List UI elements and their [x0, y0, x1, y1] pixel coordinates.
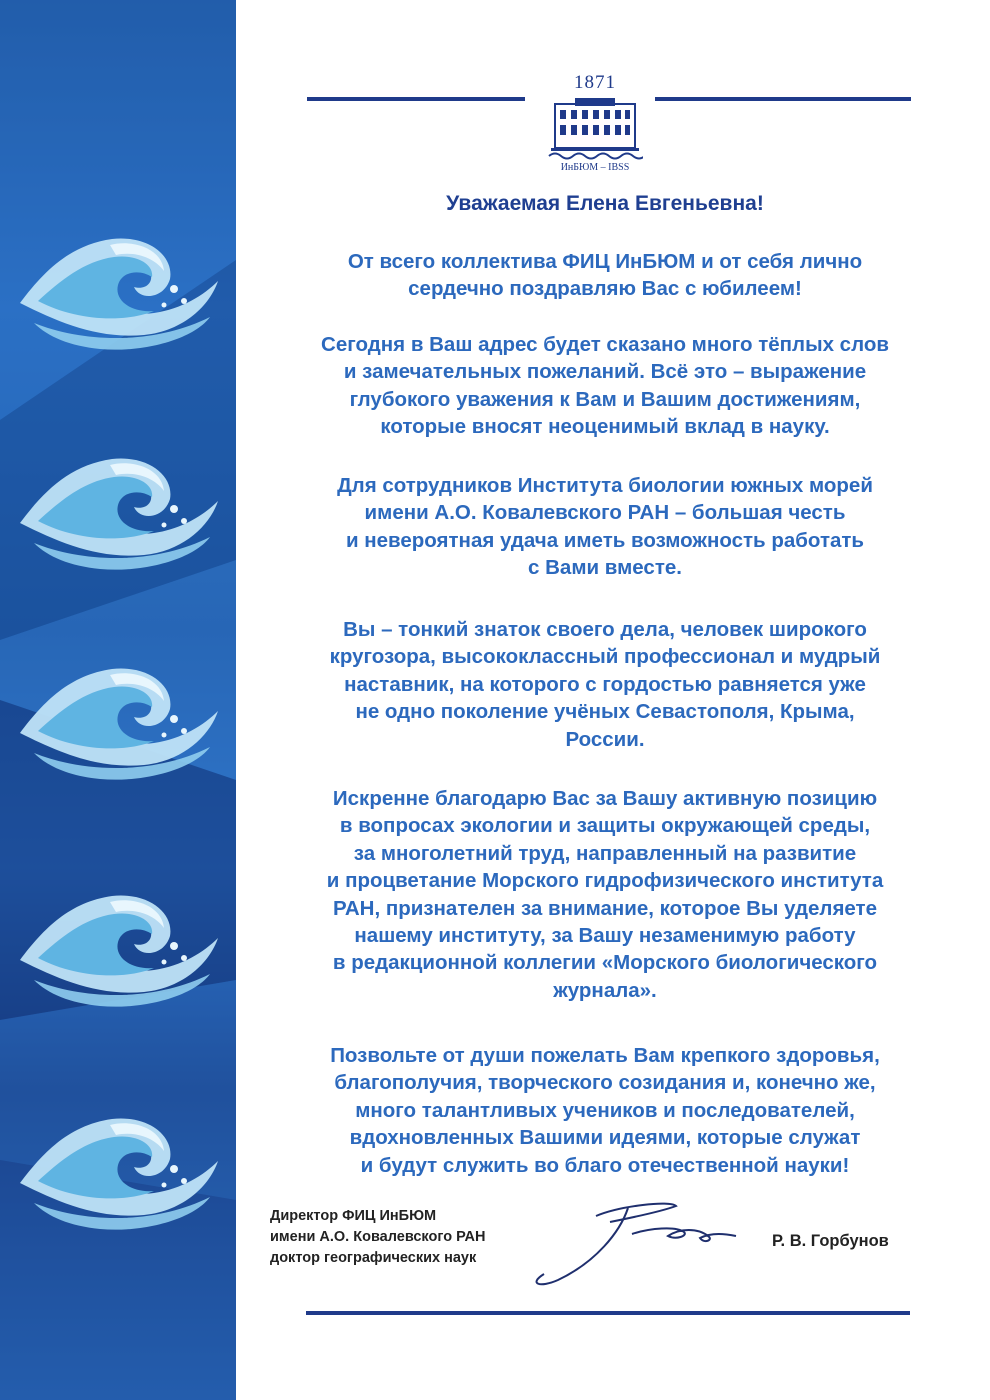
institute-logo — [535, 70, 655, 182]
wave-icon — [14, 425, 224, 575]
text-line: вдохновленных Вашими идеями, которые служат — [349, 1126, 861, 1150]
text-line: с Вами вместе. — [528, 556, 682, 580]
text-line: благополучия, творческого созидания и, конечно же, — [334, 1071, 876, 1095]
text-line: и невероятная удача иметь возможность работать — [345, 528, 865, 552]
text-line: РАН, признателен за внимание, которое Вы уделяете — [332, 896, 877, 920]
paragraph-5 — [262, 785, 948, 1004]
paragraph-1 — [262, 248, 948, 303]
paragraph-6 — [262, 1042, 948, 1179]
handwritten-signature — [500, 1192, 760, 1292]
text-line: имени А.О. Ковалевского РАН – большая честь — [364, 501, 846, 525]
signer-title-line: имени А.О. Ковалевского РАН — [270, 1229, 486, 1245]
text-line: и будут служить во благо отечественной науки! — [360, 1153, 850, 1177]
text-line: и процветание Морского гидрофизического института — [326, 869, 884, 893]
paragraph-2 — [262, 331, 948, 441]
text-line: кругозора, высококлассный профессионал и мудрый — [329, 645, 881, 669]
signer-title-line: доктор географических наук — [270, 1250, 477, 1266]
text-line: Позвольте от души пожелать Вам крепкого здоровья, — [330, 1044, 880, 1067]
header-rule-right — [655, 97, 911, 101]
text-line: и замечательных пожеланий. Всё это – выражение — [343, 360, 867, 384]
text-line: Для сотрудников Института биологии южных морей — [337, 474, 873, 497]
building-icon — [547, 96, 643, 160]
signer-title-line: Директор ФИЦ ИнБЮМ — [270, 1208, 437, 1224]
wave-icon — [14, 862, 224, 1012]
paragraph-3 — [262, 472, 948, 582]
footer-rule — [306, 1311, 910, 1315]
text-line: которые вносят неоценимый вклад в науку. — [380, 415, 830, 439]
paragraph-4 — [262, 616, 948, 753]
text-line: за многолетний труд, направленный на развитие — [353, 841, 857, 865]
signer-name: Р. В. Горбунов — [772, 1232, 889, 1250]
text-line: Искренне благодарю Вас за Вашу активную позицию — [332, 787, 878, 810]
text-line: России. — [565, 727, 645, 751]
wave-icon — [14, 635, 224, 785]
logo-subtitle: ИнБЮМ – IBSS — [560, 162, 630, 173]
text-line: журнала». — [553, 978, 657, 1002]
text-line: Вы – тонкий знаток своего дела, человек широкого — [343, 618, 867, 641]
text-line: нашему институту, за Вашу незаменимую работу — [354, 924, 856, 948]
text-line: Сегодня в Ваш адрес будет сказано много тёплых слов — [321, 333, 889, 356]
decorative-side-band — [0, 0, 236, 1400]
wave-icon — [14, 205, 224, 355]
greeting: Уважаемая Елена Евгеньевна! — [446, 192, 764, 215]
text-line: не одно поколение учёных Севастополя, Крыма, — [355, 700, 855, 724]
text-line: много талантливых учеников и последователей, — [355, 1098, 855, 1122]
wave-icon — [14, 1085, 224, 1235]
text-line: сердечно поздравляю Вас с юбилеем! — [408, 277, 802, 301]
text-line: в вопросах экологии и защиты окружающей среды, — [339, 814, 871, 838]
header-rule-left — [307, 97, 525, 101]
text-line: в редакционной коллегии «Морского биологического — [332, 951, 878, 975]
text-line: От всего коллектива ФИЦ ИнБЮМ и от себя лично — [347, 250, 863, 273]
logo-year: 1871 — [574, 72, 616, 93]
text-line: глубокого уважения к Вам и Вашим достижениям, — [349, 387, 861, 411]
text-line: наставник, на которого с гордостью равняется уже — [344, 672, 866, 696]
